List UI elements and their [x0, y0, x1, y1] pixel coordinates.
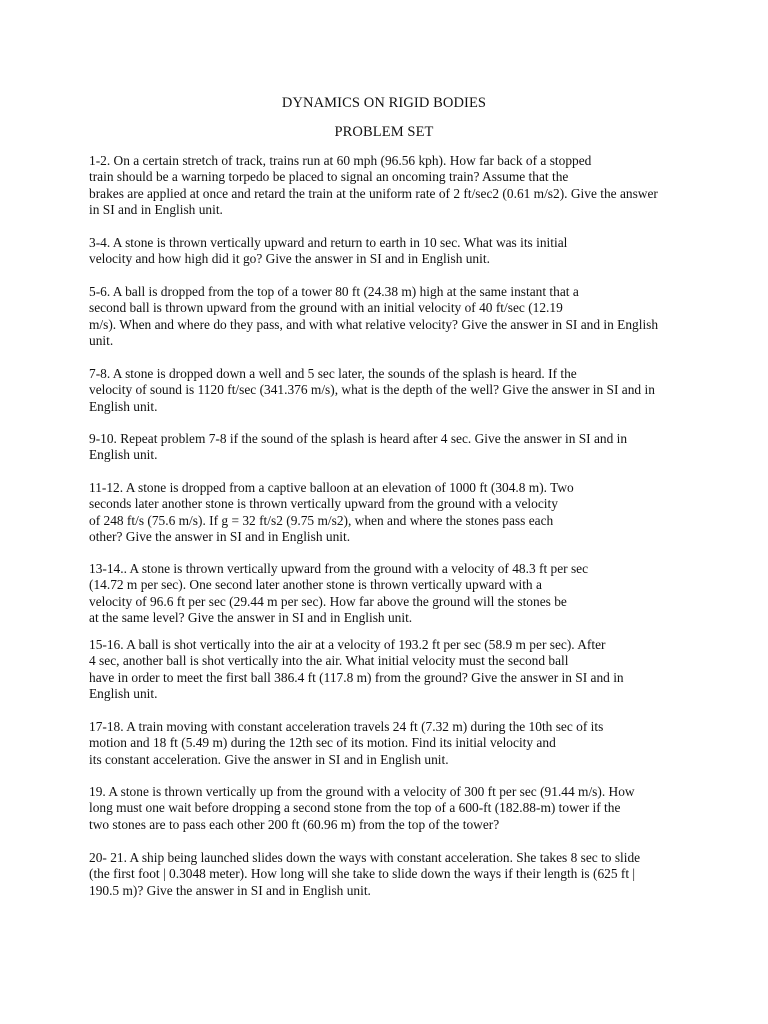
problem-1-2	[89, 153, 689, 218]
problem-line: 11-12. A stone is dropped from a captive balloon at an elevation of 1000 ft (304.8 m). Two	[89, 480, 574, 495]
problem-7-8	[89, 366, 689, 415]
problem-line: 19. A stone is thrown vertically up from the ground with a velocity of 300 ft per sec (91.44 m/s). How	[89, 784, 635, 799]
problem-13-14	[89, 561, 689, 626]
problem-line: long must one wait before dropping a second stone from the top of a 600-ft (182.88-m) tower if the	[89, 800, 621, 816]
problem-line: 17-18. A train moving with constant acceleration travels 24 ft (7.32 m) during the 10th sec of its	[89, 719, 604, 734]
problem-line: (14.72 m per sec). One second later another stone is thrown vertically upward with a	[89, 577, 542, 593]
problem-line: m/s). When and where do they pass, and with what relative velocity? Give the answer in SI and in English	[89, 316, 659, 332]
problem-line: (the first foot | 0.3048 meter). How long will she take to slide down the ways if their length is (625 ft |	[89, 866, 636, 882]
problem-line: 9-10. Repeat problem 7-8 if the sound of the splash is heard after 4 sec. Give the answer in SI and in	[89, 431, 628, 446]
page-title: DYNAMICS ON RIGID BODIES	[281, 95, 487, 111]
problem-15-16	[89, 637, 689, 702]
problem-line: unit.	[89, 332, 114, 348]
problem-9-10	[89, 431, 689, 464]
problem-line: train should be a warning torpedo be placed to signal an oncoming train? Assume that the	[89, 169, 569, 185]
problem-line: 5-6. A ball is dropped from the top of a tower 80 ft (24.38 m) high at the same instant that a	[89, 284, 579, 299]
problem-line: motion and 18 ft (5.49 m) during the 12th sec of its motion. Find its initial velocity and	[89, 735, 556, 751]
problem-5-6	[89, 284, 689, 349]
problem-11-12	[89, 480, 689, 545]
problem-line: English unit.	[89, 398, 158, 414]
problem-20-21	[89, 850, 689, 899]
page-subtitle: PROBLEM SET	[334, 124, 434, 140]
problem-line: 13-14.. A stone is thrown vertically upward from the ground with a velocity of 48.3 ft per sec	[89, 561, 589, 576]
problem-line: second ball is thrown upward from the ground with an initial velocity of 40 ft/sec (12.19	[89, 300, 563, 316]
problem-line: 3-4. A stone is thrown vertically upward and return to earth in 10 sec. What was its initial	[89, 235, 568, 250]
problem-line: seconds later another stone is thrown vertically upward from the ground with a velocity	[89, 496, 558, 512]
problem-line: brakes are applied at once and retard the train at the uniform rate of 2 ft/sec2 (0.61 m/s2). Give the answer	[89, 185, 658, 201]
problem-line: velocity of 96.6 ft per sec (29.44 m per sec). How far above the ground will the stones be	[89, 593, 567, 609]
problem-line: 190.5 m)? Give the answer in SI and in English unit.	[89, 882, 371, 898]
problem-3-4	[89, 235, 689, 268]
problem-line: 4 sec, another ball is shot vertically into the air. What initial velocity must the second ball	[89, 653, 569, 669]
problem-line: its constant acceleration. Give the answer in SI and in English unit.	[89, 751, 449, 767]
problem-line: of 248 ft/s (75.6 m/s). If g = 32 ft/s2 (9.75 m/s2), when and where the stones pass each	[89, 512, 554, 528]
problem-line: have in order to meet the first ball 386.4 ft (117.8 m) from the ground? Give the answer in SI and in	[89, 669, 624, 685]
problem-line: other? Give the answer in SI and in English unit.	[89, 528, 351, 544]
problem-line: velocity and how high did it go? Give the answer in SI and in English unit.	[89, 251, 490, 267]
problem-19	[89, 784, 689, 833]
problem-line: in SI and in English unit.	[89, 201, 223, 217]
problem-line: two stones are to pass each other 200 ft (60.96 m) from the top of the tower?	[89, 816, 500, 832]
problem-line: English unit.	[89, 685, 158, 701]
problem-line: at the same level? Give the answer in SI and in English unit.	[89, 609, 413, 625]
problem-line: 15-16. A ball is shot vertically into the air at a velocity of 193.2 ft per sec (58.9 m per sec). After	[89, 637, 606, 652]
problem-line: 1-2. On a certain stretch of track, trains run at 60 mph (96.56 kph). How far back of a stopped	[89, 153, 592, 168]
problem-line: 7-8. A stone is dropped down a well and 5 sec later, the sounds of the splash is heard. If the	[89, 366, 577, 381]
problem-line: velocity of sound is 1120 ft/sec (341.376 m/s), what is the depth of the well? Give the answer in SI and in	[89, 382, 655, 398]
problem-line: English unit.	[89, 447, 158, 463]
problem-17-18	[89, 719, 689, 768]
problem-line: 20- 21. A ship being launched slides down the ways with constant acceleration. She takes 8 sec to slide	[89, 850, 641, 865]
